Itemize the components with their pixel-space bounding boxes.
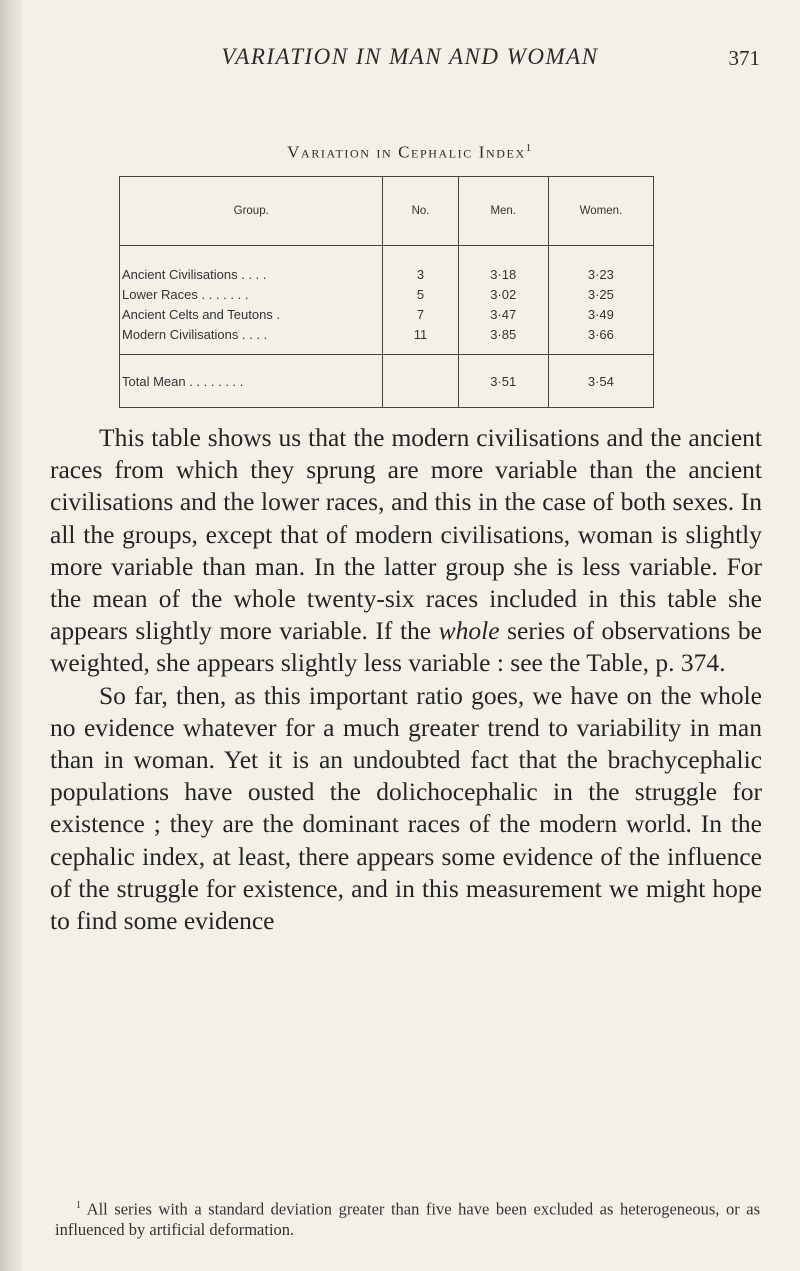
- table-row: [120, 324, 654, 355]
- paragraph-1-emphasis: whole: [438, 616, 500, 646]
- table-row: [120, 246, 654, 285]
- paragraph-1-text-a: This table shows us that the modern civilisations and the ancient races from which they sprung are more variable than the ancient civilisations and the lower races, and this in the case of both sexes. In all the groups, except that of modern civilisations, woman is slightly more variable than man. In the latter group she is less variable. For the mean of the whole twenty-six races included in this table she appears slightly more variable. If the: [50, 423, 762, 646]
- cephalic-index-table: [119, 176, 654, 408]
- row-men: 3·02: [458, 284, 548, 304]
- paragraph-2: So far, then, as this important ratio goes, we have on the whole no evidence whatever for a much greater trend to variability in man than in woman. Yet it is an undoubted fact that the brachycephalic populations have ousted the dolichocephalic in the struggle for existence ; they are the dominant races of the modern world. In the cephalic index, at least, there appears some evidence of the influence of the struggle for existence, and in this measurement we might hope to find some evidence: [50, 680, 762, 936]
- page-binding-shadow: [0, 0, 22, 1271]
- row-no: 11: [383, 324, 458, 355]
- row-women: 3·25: [548, 284, 653, 304]
- total-men: 3·51: [458, 355, 548, 408]
- total-women: 3·54: [548, 355, 653, 408]
- header-group: Group.: [120, 177, 383, 246]
- total-label: Total Mean . . . . . . . .: [120, 355, 383, 408]
- row-group: Ancient Civilisations . . . .: [120, 246, 383, 285]
- total-no: [383, 355, 458, 408]
- row-group: Ancient Celts and Teutons .: [120, 304, 383, 324]
- table-row: [120, 304, 654, 324]
- footnote-number: 1: [76, 1200, 81, 1211]
- row-men: 3·47: [458, 304, 548, 324]
- table-caption: [60, 142, 760, 163]
- running-head-title: VARIATION IN MAN AND WOMAN: [221, 44, 599, 69]
- row-women: 3·66: [548, 324, 653, 355]
- footnote-marker: 1: [525, 142, 533, 154]
- paragraph-1-text-b: series of observations be weighted, she appears slightly less variable : see the Table, p. 374.: [50, 616, 763, 678]
- table-caption-text: Variation in Cephalic Index: [287, 142, 526, 162]
- paragraph-1: [50, 422, 762, 680]
- row-men: 3·85: [458, 324, 548, 355]
- row-no: 7: [383, 304, 458, 324]
- header-men: Men.: [458, 177, 548, 246]
- row-group: Lower Races . . . . . . .: [120, 284, 383, 304]
- running-head: [60, 44, 760, 74]
- table-total-row: [120, 355, 654, 408]
- row-group: Modern Civilisations . . . .: [120, 324, 383, 355]
- header-women: Women.: [548, 177, 653, 246]
- row-no: 5: [383, 284, 458, 304]
- row-men: 3·18: [458, 246, 548, 285]
- footnote: [55, 1196, 760, 1240]
- row-women: 3·49: [548, 304, 653, 324]
- table-header-row: [120, 177, 654, 246]
- row-no: 3: [383, 246, 458, 285]
- footnote-text: All series with a standard deviation greater than five have been excluded as heterogeneous, or as influenced by artificial deformation.: [55, 1199, 760, 1239]
- body-text: [50, 422, 762, 937]
- header-no: No.: [383, 177, 458, 246]
- row-women: 3·23: [548, 246, 653, 285]
- page-number: 371: [728, 46, 760, 70]
- table-row: [120, 284, 654, 304]
